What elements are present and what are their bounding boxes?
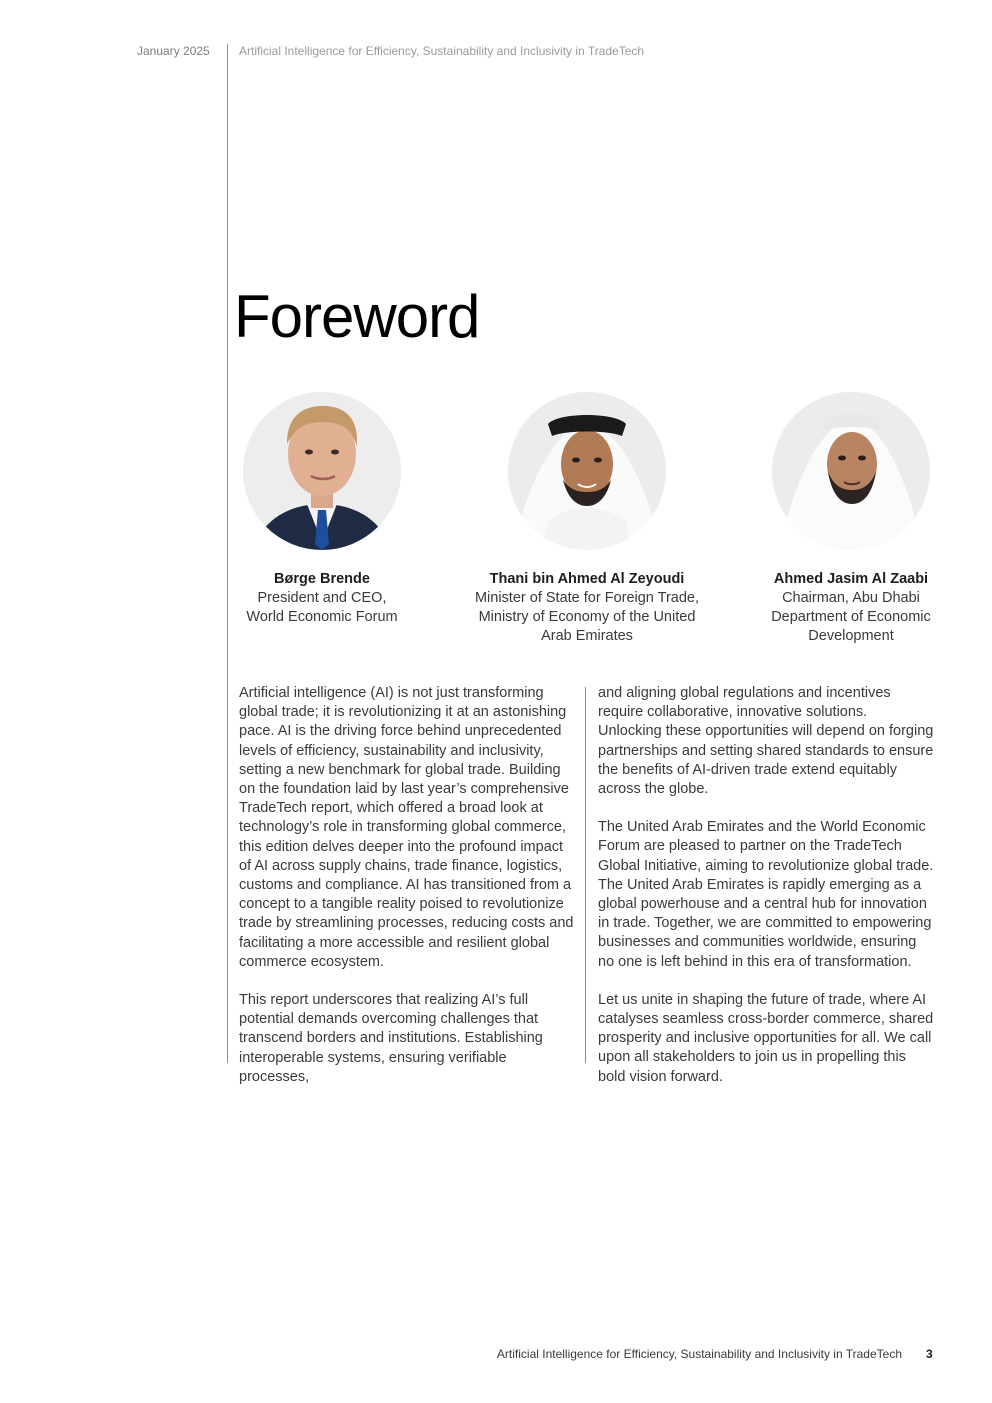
person-name: Børge Brende <box>274 571 370 587</box>
body-paragraph: This report underscores that realizing AI’s full potential demands overcoming challenges that transcend borders and institutions. Establishing interoperable systems, ensuring verifiable processes, <box>239 992 543 1085</box>
portrait-al-zeyoudi <box>508 392 666 550</box>
person-name: Ahmed Jasim Al Zaabi <box>773 571 929 587</box>
person-name: Thani bin Ahmed Al Zeyoudi <box>489 571 685 587</box>
body-paragraph: Let us unite in shaping the future of trade, where AI catalyses seamless cross-border commerce, shared prosperity and inclusive opportunities for all. We call upon all stakeholders to join us in propelling this bold vision forward. <box>598 991 934 1085</box>
page-title: Foreword <box>234 283 480 350</box>
page-number: 3 <box>926 1347 933 1361</box>
header-title: Artificial Intelligence for Efficiency, Sustainability and Inclusivity in TradeTech <box>239 44 645 58</box>
body-column-right <box>598 684 934 1106</box>
portrait-al-zeyoudi-image <box>508 392 666 550</box>
person-role-line: Development <box>808 628 894 644</box>
person-role-line: World Economic Forum <box>246 609 398 625</box>
portrait-brende <box>243 392 401 550</box>
portrait-al-zaabi-image <box>772 392 930 550</box>
header-date: January 2025 <box>137 44 210 58</box>
portrait-al-zaabi <box>772 392 930 550</box>
column-divider-rule <box>585 687 586 1063</box>
person-card-al-zaabi <box>721 392 981 646</box>
footer-title: Artificial Intelligence for Efficiency, Sustainability and Inclusivity in TradeTech <box>496 1347 902 1361</box>
person-role-line: Chairman, Abu Dhabi <box>782 590 920 606</box>
person-role-line: Arab Emirates <box>541 628 633 644</box>
person-role-line: Ministry of Economy of the United <box>478 609 696 625</box>
person-role-line: President and CEO, <box>257 590 387 606</box>
portrait-brende-image <box>243 392 401 550</box>
body-paragraph: and aligning global regulations and incentives require collaborative, innovative solutions. Unlocking these opportunities will depend on forging partnerships and setting shared standards to ensure the benefits of AI-driven trade extend equitably across the globe. <box>598 685 934 798</box>
person-card-al-zeyoudi <box>457 392 717 646</box>
person-role-line: Minister of State for Foreign Trade, <box>474 590 700 606</box>
body-paragraph: The United Arab Emirates and the World Economic Forum are pleased to partner on the TradeTech Global Initiative, aiming to revolutionize global trade. The United Arab Emirates is rapidly emerging as a global powerhouse and a central hub for innovation in trade. Together, we are committed to empowering businesses and communities worldwide, ensuring no one is left behind in this era of transformation. <box>598 819 934 970</box>
body-column-left <box>239 684 575 1106</box>
body-paragraph: Artificial intelligence (AI) is not just transforming global trade; it is revolutionizing it at an astonishing pace. AI is the driving force behind unprecedented levels of efficiency, sustainability and inclusivity, setting a new benchmark for global trade. Building on the foundation laid by last year’s comprehensive TradeTech report, which offered a broad look at technology’s role in transforming global commerce, this edition delves deeper into the profound impact of AI across supply chains, trade finance, logistics, customs and compliance. AI has transitioned from a concept to a tangible reality poised to revolutionize trade by streamlining processes, reducing costs and facilitating a more accessible and resilient global commerce ecosystem. <box>239 685 574 970</box>
person-role-line: Department of Economic <box>771 609 931 625</box>
person-card-brende <box>192 392 452 627</box>
